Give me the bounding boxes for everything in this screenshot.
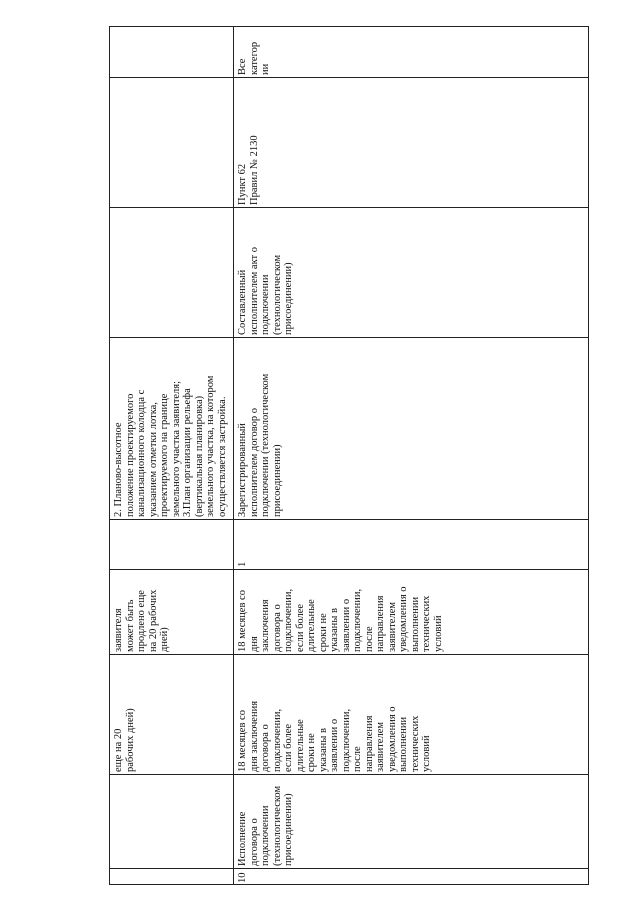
continuation-category-cell — [111, 27, 231, 78]
term-cell: 18 месяцев со дня заключения договора о подключении, если более длительные сроки не указаны в заявлении о подключении, после направления заявителем уведомления о выполнении технических условий — [237, 586, 444, 652]
applicant-category-cell: Все категор ии — [237, 41, 271, 75]
grid-line — [588, 26, 589, 885]
continuation-count-cell — [111, 520, 231, 570]
result-cell: Составленный исполнителем акт о подключении (технологическом присоединении) — [237, 247, 294, 335]
continuation-basis-cell — [111, 78, 231, 208]
continuation-name-cell — [111, 775, 231, 869]
count-cell: 1 — [237, 561, 248, 567]
term-cell: 18 месяцев со дня заключения договора о подключении, если более длительные сроки не указаны в заявлении о подключении, после направления заявителем уведомления о выполнении технических условий — [237, 700, 432, 772]
document-cell: Зарегистрированный исполнителем договор о подключении (технологическом присоединении) — [237, 373, 283, 517]
continuation-document-cell: 2. Планово-высотное положение проектируемого канализационного колодца с указанием отметки лотка, проектируемого на границе земельного участка заявителя; 3.План организации рельефа (вертикальная планировка) земельного участка, на котором осуществляется застройка. — [113, 375, 228, 517]
grid-line — [109, 26, 110, 885]
row-number: 10 — [237, 872, 248, 883]
grid-line — [109, 884, 589, 885]
stage-name-cell: Исполнение договора о подключении (технологическом присоединении) — [237, 785, 294, 866]
continuation-term-cell: заявителя может быть продлено еще на 20 рабочих дней) — [113, 589, 170, 652]
legal-basis-cell: Пункт 62 Правил № 2130 — [237, 135, 260, 205]
continuation-term-cell: еще на 20 рабочих дней) — [113, 708, 136, 772]
continuation-result-cell — [111, 208, 231, 338]
grid-line — [233, 26, 234, 885]
